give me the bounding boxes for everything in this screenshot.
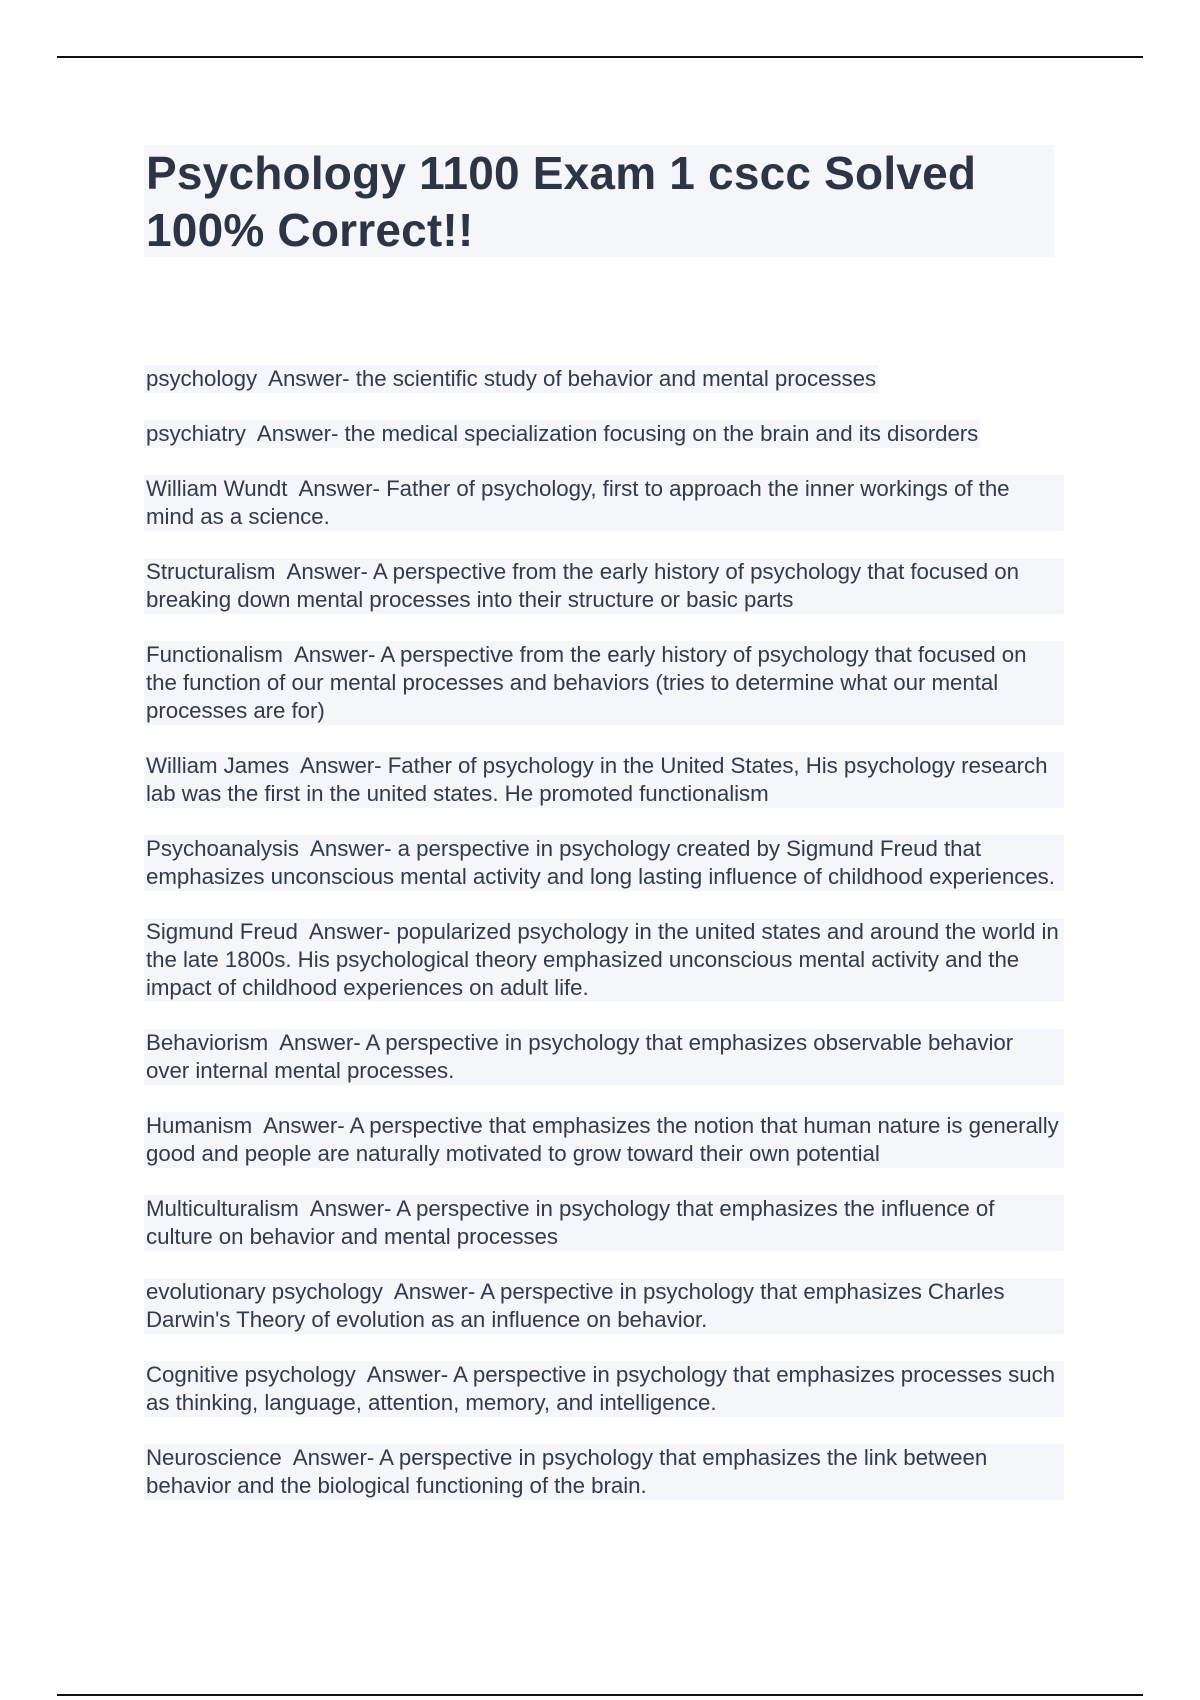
answer-marker: Answer-: [275, 559, 373, 584]
qa-answer: A perspective in psychology that emphasizes Charles Darwin's Theory of evolution as an influence on behavior.: [146, 1279, 1005, 1332]
answer-marker: Answer-: [298, 1196, 397, 1221]
top-rule: [57, 56, 1143, 58]
qa-entry: [144, 1112, 1064, 1168]
bottom-rule: [57, 1694, 1143, 1696]
qa-answer: A perspective that emphasizes the notion that human nature is generally good and people are naturally motivated to grow toward their own potential: [146, 1113, 1059, 1166]
qa-answer: a perspective in psychology created by Sigmund Freud that emphasizes unconscious mental activity and long lasting influence of childhood experiences.: [146, 836, 1055, 889]
answer-marker: Answer-: [268, 1030, 366, 1055]
qa-term: psychiatry: [146, 421, 246, 446]
qa-term: Structuralism: [146, 559, 276, 584]
qa-term: Neuroscience: [146, 1445, 282, 1470]
qa-answer: A perspective in psychology that emphasizes observable behavior over internal mental processes.: [146, 1030, 1014, 1083]
answer-marker: Answer-: [287, 476, 387, 501]
qa-term: Behaviorism: [146, 1030, 269, 1055]
qa-answer: A perspective in psychology that emphasizes processes such as thinking, language, attention, memory, and intelligence.: [146, 1362, 1056, 1415]
qa-term: Functionalism: [146, 642, 283, 667]
answer-marker: Answer-: [252, 1113, 350, 1138]
qa-entry: [144, 1278, 1064, 1334]
qa-answer: the medical specialization focusing on the brain and its disorders: [344, 421, 979, 446]
qa-answer: A perspective in psychology that emphasizes the influence of culture on behavior and mental processes: [146, 1196, 995, 1249]
qa-answer: A perspective in psychology that emphasizes the link between behavior and the biological functioning of the brain.: [146, 1445, 988, 1498]
qa-term: Psychoanalysis: [146, 836, 299, 861]
qa-answer: A perspective from the early history of psychology that focused on breaking down mental processes into their structure or basic parts: [146, 559, 1019, 612]
answer-marker: Answer-: [257, 366, 356, 391]
qa-entry: [144, 641, 1064, 725]
qa-answer: Father of psychology in the United States, His psychology research lab was the first in the united states. He promoted functionalism: [146, 753, 1048, 806]
qa-answer: Father of psychology, first to approach the inner workings of the mind as a science.: [146, 476, 1010, 529]
qa-entry: [144, 1029, 1064, 1085]
answer-marker: Answer-: [289, 753, 388, 778]
qa-entry: [144, 475, 1064, 531]
qa-entry: [144, 558, 1064, 614]
answer-marker: Answer-: [355, 1362, 454, 1387]
qa-answer: popularized psychology in the united states and around the world in the late 1800s. His psychological theory emphasized unconscious mental activity and the impact of childhood experiences on adult life.: [146, 919, 1059, 1000]
qa-term: evolutionary psychology: [146, 1279, 383, 1304]
answer-marker: Answer-: [298, 836, 398, 861]
qa-entry: [144, 752, 1064, 808]
qa-answer: A perspective from the early history of psychology that focused on the function of our mental processes and behaviors (tries to determine what our mental processes are for): [146, 642, 1027, 723]
qa-entry: [144, 918, 1064, 1002]
qa-term: William Wundt: [146, 476, 288, 501]
page-title: Psychology 1100 Exam 1 cscc Solved 100% Correct!!: [146, 147, 977, 256]
qa-term: William James: [146, 753, 290, 778]
qa-entry: [144, 1444, 1064, 1500]
qa-term: Cognitive psychology: [146, 1362, 356, 1387]
answer-marker: Answer-: [282, 642, 381, 667]
qa-entry: [144, 420, 980, 448]
answer-marker: Answer-: [245, 421, 345, 446]
qa-term: Humanism: [146, 1113, 253, 1138]
answer-marker: Answer-: [382, 1279, 481, 1304]
qa-term: Sigmund Freud: [146, 919, 298, 944]
qa-entry: [144, 1195, 1064, 1251]
qa-entry: [144, 1361, 1064, 1417]
answer-marker: Answer-: [297, 919, 397, 944]
qa-answer: the scientific study of behavior and mental processes: [355, 366, 877, 391]
qa-term: Multiculturalism: [146, 1196, 299, 1221]
qa-list: [144, 365, 1064, 1527]
qa-entry: [144, 835, 1064, 891]
qa-entry: [144, 365, 878, 393]
title-block: [144, 145, 1054, 257]
qa-term: psychology: [146, 366, 258, 391]
answer-marker: Answer-: [281, 1445, 380, 1470]
